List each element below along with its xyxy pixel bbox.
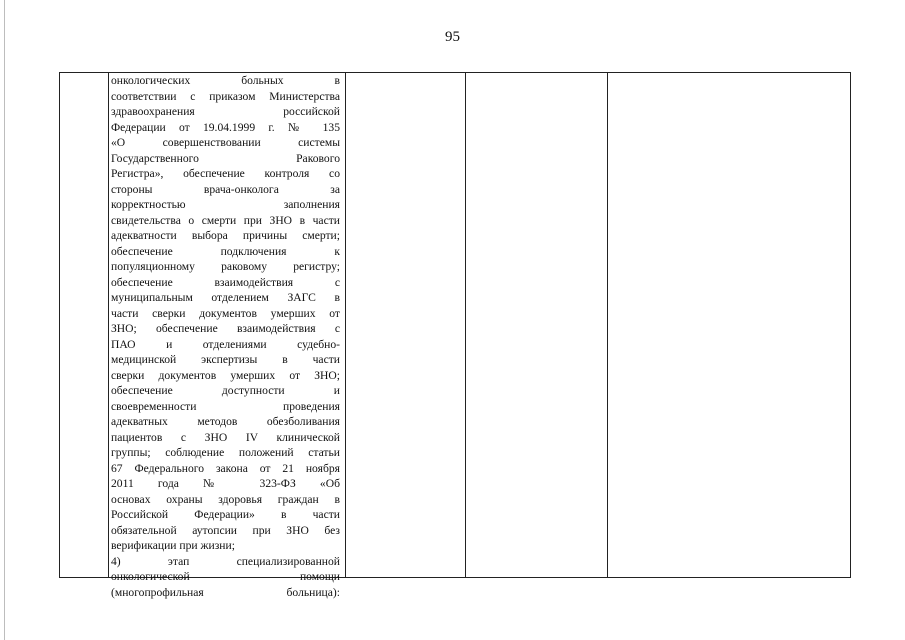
table-column-divider bbox=[607, 73, 608, 577]
text-line: адекватности выбора причины смерти; bbox=[111, 229, 340, 242]
text-line: популяционному раковому регистру; bbox=[111, 260, 340, 273]
text-line: пациентов с ЗНО IV клинической bbox=[111, 430, 340, 444]
table-cell-text bbox=[111, 73, 340, 600]
document-table bbox=[59, 72, 851, 599]
text-line: 4) этап специализированной bbox=[111, 554, 340, 568]
text-line: корректностью заполнения bbox=[111, 198, 340, 211]
text-line: обеспечение подключения к bbox=[111, 244, 340, 258]
text-line: свидетельства о смерти при ЗНО в части bbox=[111, 213, 340, 227]
text-line: ПАО и отделениями судебно- bbox=[111, 337, 340, 351]
text-line: «О совершенствовании системы bbox=[111, 136, 340, 149]
text-line: соответствии с приказом Министерства bbox=[111, 89, 340, 103]
text-line: Российской Федерации» в части bbox=[111, 508, 340, 521]
table-column-divider bbox=[345, 73, 346, 577]
text-line: онкологических больных в bbox=[111, 74, 340, 87]
text-line: 67 Федерального закона от 21 ноября bbox=[111, 461, 340, 475]
text-line: обеспечение взаимодействия с bbox=[111, 275, 340, 289]
text-line: Регистра», обеспечение контроля со bbox=[111, 167, 340, 180]
text-line: обязательной аутопсии при ЗНО без bbox=[111, 523, 340, 537]
table-column-divider bbox=[465, 73, 466, 577]
text-line: своевременности проведения bbox=[111, 399, 340, 413]
text-line: Федерации от 19.04.1999 г. № 135 bbox=[111, 120, 340, 134]
text-line: адекватных методов обезболивания bbox=[111, 415, 340, 428]
table-column-divider bbox=[108, 73, 109, 577]
text-line: обеспечение доступности и bbox=[111, 384, 340, 397]
text-line: части сверки документов умерших от bbox=[111, 306, 340, 320]
text-line: ЗНО; обеспечение взаимодействия с bbox=[111, 322, 340, 335]
text-line: стороны врача-онколога за bbox=[111, 182, 340, 196]
text-line: группы; соблюдение положений статьи bbox=[111, 446, 340, 459]
text-line: верификации при жизни; bbox=[111, 539, 235, 552]
page-number: 95 bbox=[445, 29, 460, 45]
text-line: здравоохранения российской bbox=[111, 105, 340, 118]
page-edge-line bbox=[4, 0, 5, 640]
text-line: основах охраны здоровья граждан в bbox=[111, 492, 340, 506]
text-line: муниципальным отделением ЗАГС в bbox=[111, 291, 340, 304]
text-line: медицинской экспертизы в части bbox=[111, 353, 340, 366]
text-line: онкологической помощи bbox=[111, 570, 340, 583]
text-line: Государственного Ракового bbox=[111, 151, 340, 165]
text-line: сверки документов умерших от ЗНО; bbox=[111, 368, 340, 382]
text-line: (многопрофильная больница): bbox=[111, 585, 340, 599]
text-line: 2011 года № 323-ФЗ «Об bbox=[111, 477, 340, 490]
